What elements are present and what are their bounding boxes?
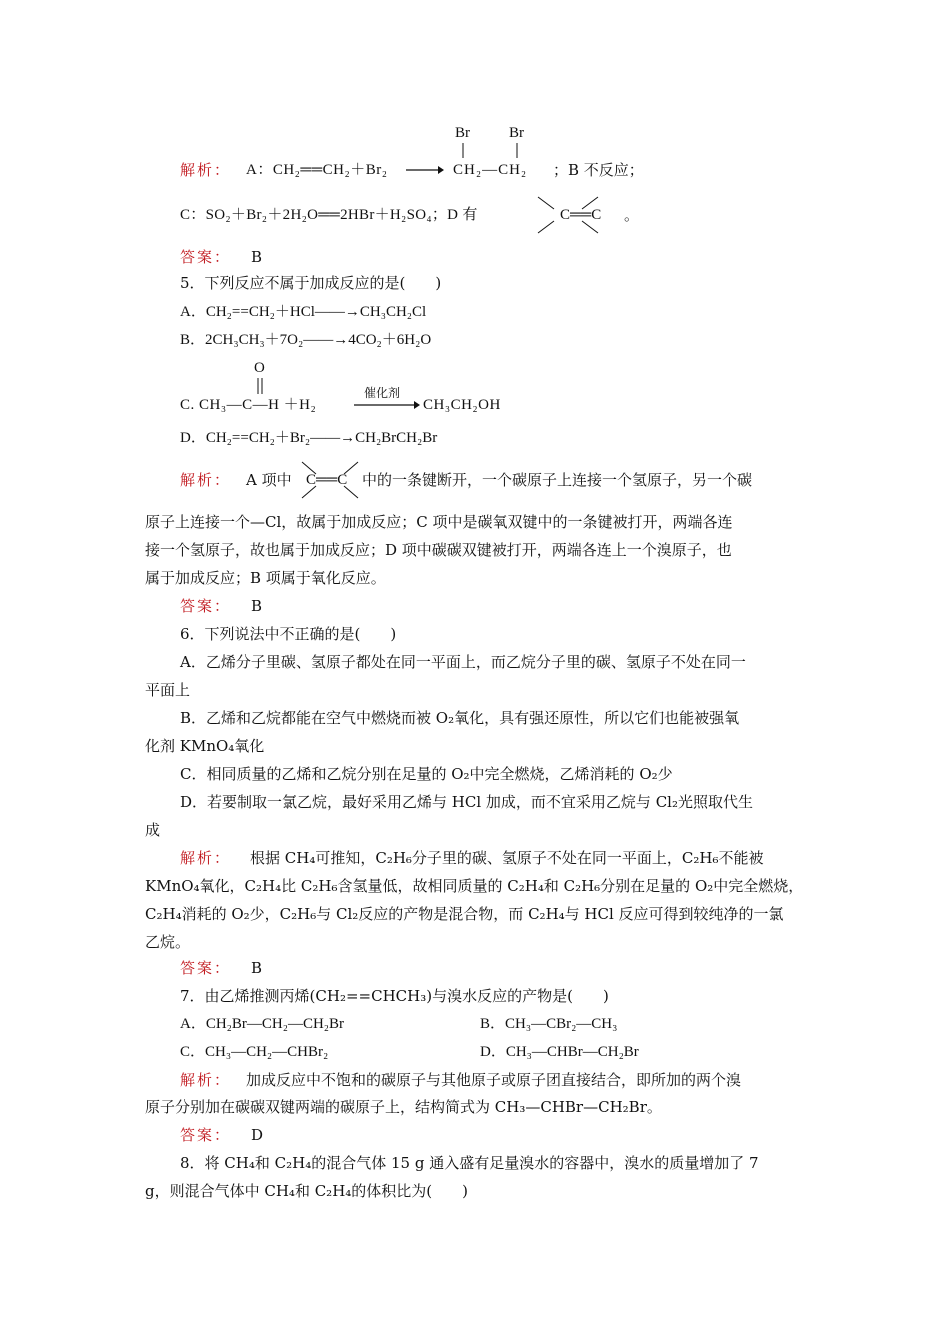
q5-option-d: D．CH₂==CH₂＋Br₂——→CH₂BrCH₂Br bbox=[180, 430, 438, 446]
q6-option-a-2: 平面上 bbox=[145, 681, 191, 699]
q4-b-note: ；B 不反应； bbox=[553, 161, 644, 179]
q5-carbonyl-o: O bbox=[254, 360, 265, 376]
jiexi-label-3: 解析： bbox=[180, 849, 232, 867]
q5-exp-line1: 中的一条键断开，一个碳原子上连接一个氢原子，另一个碳 bbox=[362, 471, 753, 489]
q5-exp-line3: 接一个氢原子，故也属于加成反应；D 项中碳碳双键被打开，两端各连上一个溴原子，也 bbox=[145, 541, 732, 559]
q8-stem-line2: g，则混合气体中 CH₄和 C₂H₄的体积比为( ) bbox=[145, 1182, 468, 1200]
q4-product: CH₂—CH₂ bbox=[453, 162, 528, 178]
q6-stem: 6．下列说法中不正确的是( ) bbox=[180, 625, 397, 643]
q5-exp-line2: 原子上连接一个—Cl，故属于加成反应；C 项中是碳氧双键中的一条键被打开，两端各连 bbox=[145, 513, 733, 531]
q5-stem: 5．下列反应不属于加成反应的是( ) bbox=[180, 274, 442, 292]
answer-line-3: 答案： B bbox=[180, 959, 263, 977]
jiexi-label-2: 解析： bbox=[180, 471, 232, 489]
answer-line-2: 答案： B bbox=[180, 597, 263, 615]
q6-option-d-2: 成 bbox=[145, 821, 161, 839]
br-label-left: Br bbox=[455, 125, 470, 141]
q6-option-b-1: B．乙烯和乙烷都能在空气中燃烧而被 O₂氧化，具有强还原性，所以它们也能被强氧 bbox=[180, 709, 740, 727]
br-bond-lines bbox=[455, 141, 535, 161]
q7-exp-line2: 原子分别加在碳碳双键两端的碳原子上，结构简式为 CH₃—CHBr—CH₂Br。 bbox=[145, 1098, 662, 1116]
q6-option-b-2: 化剂 KMnO₄氧化 bbox=[145, 737, 265, 755]
carbonyl-double-bond-icon bbox=[254, 376, 268, 396]
q6-exp-line4: 乙烷。 bbox=[145, 933, 191, 951]
catalyst-arrow-icon bbox=[352, 398, 422, 412]
q5-option-c: C. CH₃—C—H ＋H₂ bbox=[180, 397, 317, 413]
q7-option-c: C．CH₃—CH₂—CHBr₂ bbox=[180, 1044, 329, 1060]
answer-line-1: 答案： B bbox=[180, 248, 263, 266]
answer-line-4: 答案： D bbox=[180, 1126, 264, 1144]
q6-exp-line1: 根据 CH₄可推知，C₂H₆分子里的碳、氢原子不处在同一平面上，C₂H₆不能被 bbox=[250, 849, 764, 867]
q4-equation-c: C：SO₂＋Br₂＋2H₂O══2HBr＋H₂SO₄；D 有 bbox=[180, 207, 478, 223]
q7-option-a: A．CH₂Br—CH₂—CH₂Br bbox=[180, 1016, 345, 1032]
q4-period: 。 bbox=[624, 206, 640, 224]
q7-option-d: D．CH₃—CHBr—CH₂Br bbox=[480, 1044, 639, 1060]
q5-exp-a: A 项中 bbox=[246, 471, 292, 489]
q5-option-a: A．CH₂==CH₂＋HCl——→CH₃CH₂Cl bbox=[180, 304, 427, 320]
cc-label-1: C══C bbox=[560, 207, 602, 223]
q8-stem-line1: 8．将 CH₄和 C₂H₄的混合气体 15 g 通入盛有足量溴水的容器中，溴水的质量增加了 7 bbox=[180, 1154, 759, 1172]
q7-option-b: B．CH₃—CBr₂—CH₃ bbox=[480, 1016, 618, 1032]
q6-exp-line3: C₂H₄消耗的 O₂少，C₂H₆与 Cl₂反应的产物是混合物，而 C₂H₄与 HCl 反应可得到较纯净的一氯 bbox=[145, 905, 784, 923]
q7-stem: 7．由乙烯推测丙烯(CH₂==CHCH₃)与溴水反应的产物是( ) bbox=[180, 987, 609, 1005]
q4-equation-a: A：CH₂══CH₂＋Br₂ bbox=[246, 162, 388, 178]
q5-exp-line4: 属于加成反应；B 项属于氧化反应。 bbox=[145, 569, 386, 587]
q7-exp-line1: 加成反应中不饱和的碳原子与其他原子或原子团直接结合，即所加的两个溴 bbox=[246, 1071, 742, 1089]
q6-option-d-1: D．若要制取一氯乙烷，最好采用乙烯与 HCl 加成，而不宜采用乙烷与 Cl₂光照取代生 bbox=[180, 793, 753, 811]
q6-option-c: C．相同质量的乙烯和乙烷分别在足量的 O₂中完全燃烧，乙烯消耗的 O₂少 bbox=[180, 765, 673, 783]
reaction-arrow-icon bbox=[404, 163, 444, 177]
q5-option-b: B．2CH₃CH₃＋7O₂——→4CO₂＋6H₂O bbox=[180, 332, 432, 348]
jiexi-label-1: 解析： bbox=[180, 161, 232, 179]
q6-option-a-1: A．乙烯分子里碳、氢原子都处在同一平面上，而乙烷分子里的碳、氢原子不处在同一 bbox=[180, 653, 746, 671]
catalyst-label: 催化剂 bbox=[364, 386, 401, 400]
cc-label-2: C══C bbox=[306, 472, 348, 488]
br-label-right: Br bbox=[509, 125, 524, 141]
q6-exp-line2: KMnO₄氧化，C₂H₄比 C₂H₆含氢量低，故相同质量的 C₂H₄和 C₂H₆分别在足量的 O₂中完全燃烧， bbox=[145, 877, 804, 895]
jiexi-label-4: 解析： bbox=[180, 1071, 232, 1089]
q5-option-c-product: CH₃CH₂OH bbox=[423, 397, 501, 413]
